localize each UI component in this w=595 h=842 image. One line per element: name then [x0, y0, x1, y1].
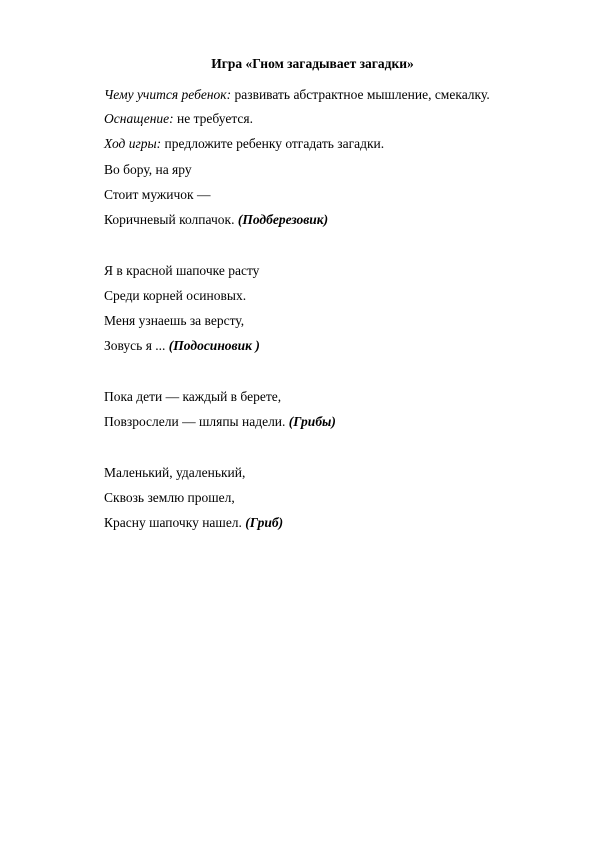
- riddle-3-line-1: Пока дети — каждый в берете,: [104, 389, 282, 404]
- riddle-2-answer: (Подосиновик ): [168, 338, 260, 353]
- riddle-4-line-3-text: Красну шапочку нашел.: [104, 515, 246, 530]
- riddle-1-line-3-text: Коричневый колпачок.: [104, 212, 238, 227]
- page-title: Игра «Гном загадывает загадки»: [211, 56, 414, 71]
- equipment-text: не требуется.: [173, 111, 253, 126]
- equipment-line: [104, 111, 253, 127]
- procedure-label: Ход игры:: [104, 136, 162, 151]
- goal-line: [104, 87, 490, 103]
- riddle-4-line-1: Маленький, удаленький,: [104, 465, 246, 480]
- procedure-text: предложите ребенку отгадать загадки.: [161, 136, 385, 151]
- riddle-2-line-4-text: Зовусь я ...: [104, 338, 169, 353]
- riddle-2-line-1: Я в красной шапочке расту: [104, 263, 260, 278]
- riddle-2-line-3: Меня узнаешь за версту,: [104, 313, 245, 328]
- riddle-1-answer: (Подберезовик): [237, 212, 329, 227]
- riddle-4-answer: (Гриб): [245, 515, 284, 530]
- riddle-1-line-3: [104, 212, 328, 228]
- riddle-3-line-2-text: Повзрослели — шляпы надели.: [104, 414, 289, 429]
- riddle-3-answer: (Грибы): [288, 414, 336, 429]
- equipment-label: Оснащение:: [104, 111, 174, 126]
- riddle-2-line-2: Среди корней осиновых.: [104, 288, 247, 303]
- riddle-4-line-3: [104, 515, 283, 531]
- riddle-1-line-1: Во бору, на яру: [104, 162, 192, 177]
- goal-label: Чему учится ребенок:: [104, 87, 232, 102]
- procedure-line: [104, 136, 384, 152]
- riddle-4-line-2: Сквозь землю прошел,: [104, 490, 235, 505]
- riddle-3-line-2: [104, 414, 336, 430]
- goal-text: развивать абстрактное мышление, смекалку.: [231, 87, 490, 102]
- riddle-1-line-2: Стоит мужичок —: [104, 187, 211, 202]
- riddle-2-line-4: [104, 338, 260, 354]
